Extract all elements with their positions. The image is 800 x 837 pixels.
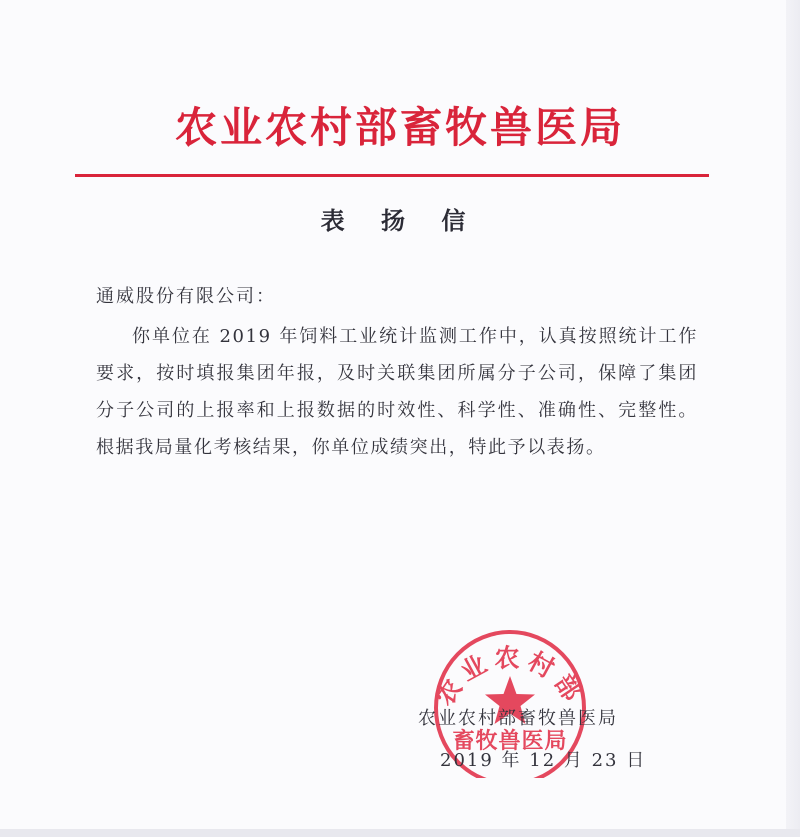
recipient: 通威股份有限公司： <box>96 286 276 307</box>
seal-bottom-text: 畜牧兽医局 <box>452 728 568 754</box>
signature-date: 2019 年 12 月 23 日 <box>440 750 647 771</box>
header-red-rule <box>75 174 709 177</box>
seal-arc-text: 农业农村部 <box>429 643 591 711</box>
letter-title: 表 扬 信 <box>320 206 480 235</box>
signature-org: 农业农村部畜牧兽医局 <box>418 708 618 729</box>
header-org-title: 农业农村部畜牧兽医局 <box>174 103 625 152</box>
scan-edge-right <box>786 0 800 837</box>
letter-body: 你单位在 2019 年饲料工业统计监测工作中，认真按照统计工作要求，按时填报集团年报，及时关联集团所属分子公司，保障了集团分子公司的上报率和上报数据的时效性、科学性、准确性、完整性。根据我局量化考核结果，你单位成绩突出，特此予以表扬。 <box>96 326 698 458</box>
scan-edge-bottom <box>0 829 800 837</box>
